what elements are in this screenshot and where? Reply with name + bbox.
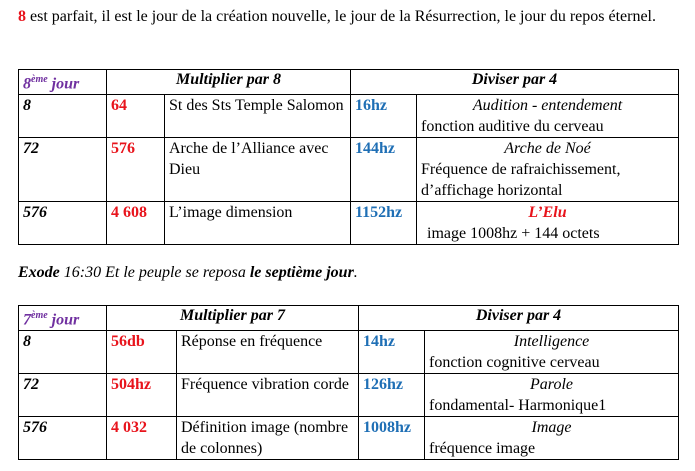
header-day-num: 8 (23, 75, 31, 93)
row-divided: 16hz (351, 95, 417, 138)
exode-end: . (353, 264, 358, 281)
row-description (417, 95, 679, 138)
table-row (19, 202, 679, 245)
row-description (417, 202, 679, 245)
desc-sub: Fréquence de rafraichissement, d’affichage horizontal (421, 161, 621, 200)
row-mult-label: L’image dimension (165, 202, 351, 245)
row-description (425, 331, 679, 374)
desc-sub: image 1008hz + 144 octets (427, 225, 600, 243)
table-row (19, 417, 679, 460)
row-mult-label: Réponse en fréquence (177, 331, 359, 374)
intro-text: est parfait, il est le jour de la création nouvelle, le jour de la Résurrection, le jour du repos éternel. (26, 8, 656, 25)
row-divided: 1152hz (351, 202, 417, 245)
desc-title: L’Elu (528, 204, 567, 222)
row-divided: 14hz (359, 331, 425, 374)
exode-verse (18, 262, 358, 284)
header-day-sup: ème (31, 74, 48, 85)
row-divided: 1008hz (359, 417, 425, 460)
exode-emphasis: le septième jour (249, 264, 354, 281)
table-row (19, 95, 679, 138)
row-number: 576 (19, 417, 107, 460)
table-eighth-day (18, 69, 679, 245)
row-number: 576 (19, 202, 107, 245)
row-mult-label: Arche de l’Alliance avec Dieu (165, 138, 351, 202)
table-row (19, 374, 679, 417)
desc-title: Audition - entendement (472, 97, 623, 115)
row-number: 8 (19, 95, 107, 138)
intro-paragraph (18, 6, 678, 28)
header-divide: Diviser par 4 (359, 306, 679, 331)
desc-sub: fonction auditive du cerveau (421, 118, 604, 136)
row-multiplied: 576 (107, 138, 165, 202)
row-multiplied: 504hz (107, 374, 177, 417)
desc-title: Parole (530, 376, 573, 394)
table-seventh-day (18, 305, 679, 460)
row-description (425, 374, 679, 417)
header-divide: Diviser par 4 (351, 70, 679, 95)
row-mult-label: Définition image (nombre de colonnes) (177, 417, 359, 460)
header-day-sup: ème (31, 310, 48, 321)
header-day-num: 7 (23, 311, 31, 329)
row-multiplied: 4 608 (107, 202, 165, 245)
row-divided: 126hz (359, 374, 425, 417)
exode-ref: Exode (18, 264, 60, 281)
row-number: 72 (19, 374, 107, 417)
desc-sub: fonction cognitive cerveau (429, 354, 600, 372)
table-row (19, 138, 679, 202)
header-day (19, 306, 107, 331)
row-mult-label: St des Sts Temple Salomon (165, 95, 351, 138)
header-day-word: jour (47, 75, 80, 93)
row-description (417, 138, 679, 202)
table-row (19, 331, 679, 374)
table-header-row (19, 70, 679, 95)
row-multiplied: 4 032 (107, 417, 177, 460)
desc-title: Intelligence (513, 333, 590, 351)
desc-sub: fondamental- Harmonique1 (429, 397, 607, 415)
row-divided: 144hz (351, 138, 417, 202)
exode-text: 16:30 Et le peuple se reposa (59, 264, 250, 281)
row-description (425, 417, 679, 460)
header-multiply: Multiplier par 7 (107, 306, 359, 331)
row-mult-label: Fréquence vibration corde (177, 374, 359, 417)
row-multiplied: 56db (107, 331, 177, 374)
desc-sub: fréquence image (429, 440, 536, 458)
row-number: 72 (19, 138, 107, 202)
intro-number: 8 (18, 8, 26, 25)
row-number: 8 (19, 331, 107, 374)
header-day-word: jour (47, 311, 80, 329)
header-multiply: Multiplier par 8 (107, 70, 351, 95)
table-header-row (19, 306, 679, 331)
desc-title: Image (531, 419, 572, 437)
header-day (19, 70, 107, 95)
desc-title: Arche de Noé (504, 140, 591, 158)
row-multiplied: 64 (107, 95, 165, 138)
